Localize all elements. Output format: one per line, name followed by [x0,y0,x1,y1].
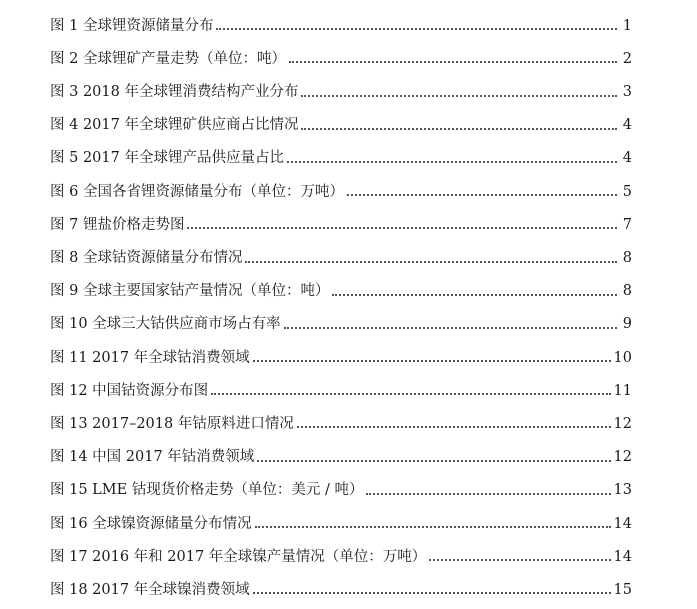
toc-entry-title: 图 17 2016 年和 2017 年全球镍产量情况（单位：万吨） [50,548,427,565]
toc-entry-page: 15 [613,581,632,598]
toc-entry-title: 图 12 中国钴资源分布图 [50,382,209,399]
toc-entry-page: 14 [613,548,632,565]
toc-entry[interactable] [50,137,632,170]
dot-leader [429,558,610,561]
toc-entry-title: 图 13 2017–2018 年钴原料进口情况 [50,415,294,432]
toc-entry[interactable] [50,402,632,435]
toc-entry[interactable] [50,303,632,336]
toc-entry-page: 8 [622,283,632,300]
toc-entry[interactable] [50,236,632,269]
dot-leader [253,591,611,594]
toc-entry[interactable] [50,469,632,502]
toc-entry-title: 图 14 中国 2017 年钴消费领域 [50,449,255,466]
toc-entry-title: 图 8 全球钴资源储量分布情况 [50,250,243,266]
toc-entry-page: 8 [622,250,632,266]
toc-entry[interactable] [50,104,632,137]
dot-leader [366,492,610,495]
dot-leader [287,160,617,163]
toc-entry-page: 3 [622,84,632,101]
toc-entry[interactable] [50,535,632,568]
toc-entry-title: 图 2 全球锂矿产量走势（单位：吨） [50,50,286,67]
toc-entry-title: 图 10 全球三大钴供应商市场占有率 [50,316,281,333]
dot-leader [284,326,617,329]
toc-entry[interactable] [50,336,632,369]
toc-entry[interactable] [50,170,632,203]
toc-entry-title: 图 18 2017 年全球镍消费领域 [50,581,250,598]
dot-leader [187,226,617,229]
toc-entry-title: 图 16 全球镍资源储量分布情况 [50,515,252,532]
toc-entry-page: 9 [622,316,632,333]
toc-entry[interactable] [50,203,632,236]
toc-entry-title: 图 6 全国各省锂资源储量分布（单位：万吨） [50,183,344,200]
toc-entry-title: 图 1 全球锂资源储量分布 [50,17,214,34]
toc-entry-title: 图 3 2018 年全球锂消费结构产业分布 [50,84,299,101]
dot-leader [255,525,611,528]
toc-entry-title: 图 7 锂盐价格走势图 [50,216,185,233]
toc-entry[interactable] [50,502,632,535]
dot-leader [301,94,617,97]
toc-entry[interactable] [50,369,632,402]
toc-entry-page: 14 [613,515,632,532]
toc-entry[interactable] [50,70,632,103]
toc-entry[interactable] [50,270,632,303]
toc-entry-title: 图 4 2017 年全球锂矿供应商占比情况 [50,117,299,134]
toc-entry-title: 图 11 2017 年全球钴消费领域 [50,349,250,366]
toc-entry-page: 7 [622,216,632,233]
dot-leader [301,127,617,130]
toc-entry-page: 12 [613,415,632,432]
toc-entry-title: 图 9 全球主要国家钴产量情况（单位：吨） [50,283,330,300]
toc-entry[interactable] [50,435,632,468]
toc-entry-title: 图 15 LME 钴现货价格走势（单位：美元 / 吨） [50,482,364,499]
toc-entry-page: 11 [613,382,632,399]
toc-entry-page: 2 [622,50,632,67]
toc-entry-page: 4 [622,150,632,167]
dot-leader [253,359,611,362]
dot-leader [211,392,610,395]
dot-leader [347,193,617,196]
toc-entry-title: 图 5 2017 年全球锂产品供应量占比 [50,150,284,167]
toc-entry-page: 13 [613,482,632,499]
toc-entry-page: 10 [613,349,632,366]
toc-entry-page: 5 [622,183,632,200]
toc-entry[interactable] [50,4,632,37]
toc-entry-page: 12 [613,449,632,466]
dot-leader [332,293,617,296]
dot-leader [297,425,611,428]
figure-list [50,4,632,601]
toc-entry[interactable] [50,37,632,70]
dot-leader [216,27,617,30]
dot-leader [289,60,617,63]
dot-leader [257,459,610,462]
toc-entry-page: 4 [622,117,632,134]
toc-entry-page: 1 [622,17,632,34]
dot-leader [245,260,617,263]
toc-entry[interactable] [50,568,632,601]
